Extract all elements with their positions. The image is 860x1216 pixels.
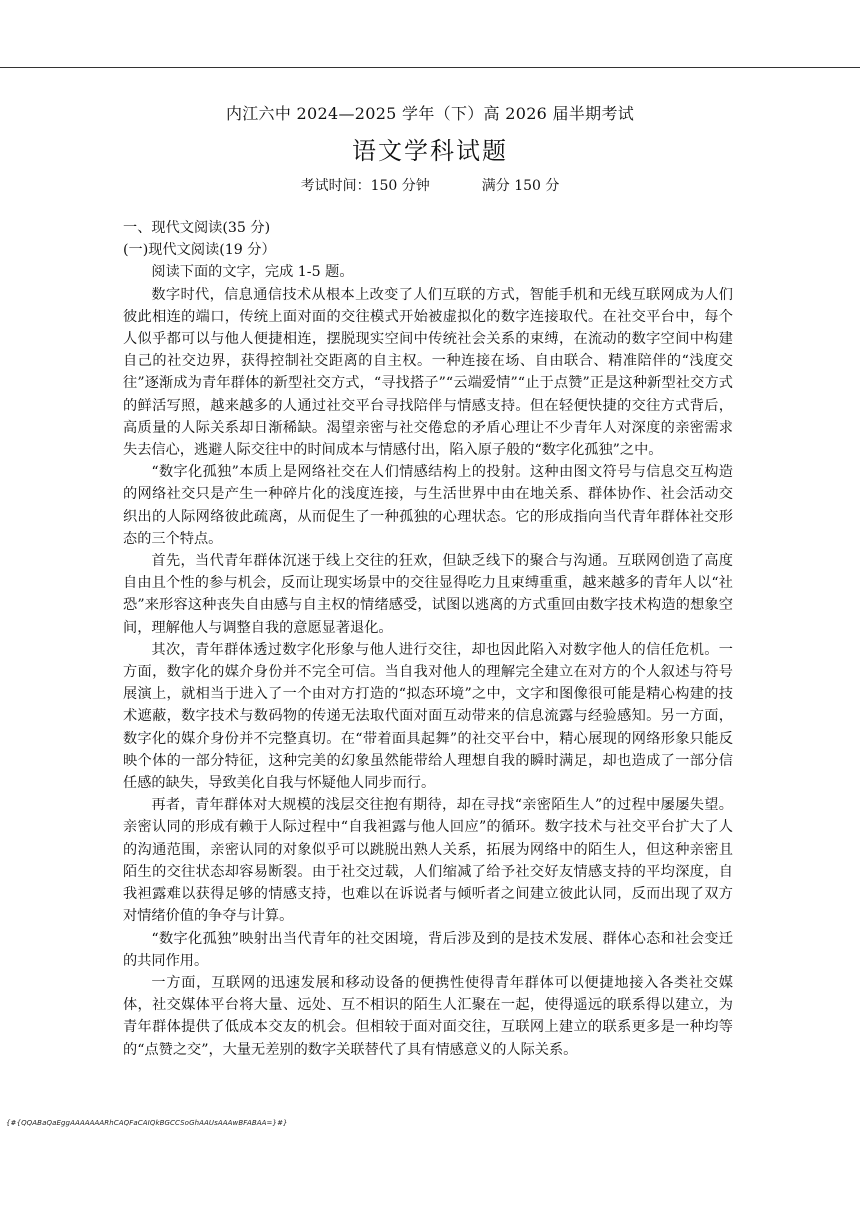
paragraph: “数字化孤独”本质上是网络社交在人们情感结构上的投射。这种由图文符号与信息交互构造的网络社交只是产生一种碎片化的浅度连接，与生活世界中由在地关系、群体协作、社会活动交织出的人际网络彼此疏离，从而促生了一种孤独的心理状态。它的形成指向当代青年群体社交形态的三个特点。 — [123, 464, 733, 547]
document-body — [123, 217, 733, 1061]
exam-score: 满分 150 分 — [481, 178, 560, 194]
document-code: {#{QQABaQaEggAAAAAAARhCAQFaCAIQkBGCCSoGhAAUsAAAwBFABAA=}#} — [6, 1119, 288, 1127]
top-divider — [0, 67, 860, 68]
section-heading: 一、现代文阅读(35 分) — [123, 220, 271, 236]
exam-meta — [0, 175, 860, 197]
exam-subtitle: 内江六中 2024—2025 学年（下）高 2026 届半期考试 — [225, 104, 635, 123]
paragraph: 再者，青年群体对大规模的浅层交往抱有期待，却在寻找“亲密陌生人”的过程中屡屡失望。亲密认同的形成有赖于人际过程中“自我袒露与他人回应”的循环。数字技术与社交平台扩大了人的沟通范围，亲密认同的对象似乎可以跳脱出熟人关系，拓展为网络中的陌生人，但这种亲密且陌生的交往状态却容易断裂。由于社交过载，人们缩减了给予社交好友情感支持的平均深度，自我袒露难以获得足够的情感支持，也难以在诉说者与倾听者之间建立彼此认同，反而出现了双方对情绪价值的争夺与计算。 — [123, 797, 733, 925]
paragraph: 数字时代，信息通信技术从根本上改变了人们互联的方式，智能手机和无线互联网成为人们彼此相连的端口，传统上面对面的交往模式开始被虚拟化的数字连接取代。在社交平台中，每个人似乎都可以与他人便捷相连，摆脱现实空间中传统社会关系的束缚，在流动的数字空间中构建自己的社交边界，获得控制社交距离的自主权。一种连接在场、自由联合、精准陪伴的“浅度交往”逐渐成为青年群体的新型社交方式，“寻找搭子”“云端爱情”“止于点赞”正是这种新型社交方式的鲜活写照，越来越多的人通过社交平台寻找陪伴与情感支持。但在轻便快捷的交往方式背后，高质量的人际关系却日渐稀缺。渴望亲密与社交倦怠的矛盾心理让不少青年人对深度的亲密需求失去信心，逃避人际交往中的时间成本与情感付出，陷入原子般的“数字化孤独”之中。 — [123, 286, 733, 459]
paragraph: 首先，当代青年群体沉迷于线上交往的狂欢，但缺乏线下的聚合与沟通。互联网创造了高度自由且个性的参与机会，反而让现实场景中的交往显得吃力且束缚重重，越来越多的青年人以“社恐”来形容这种丧失自由感与自主权的情绪感受，试图以逃离的方式重回由数字技术构造的想象空间，理解他人与调整自我的意愿显著退化。 — [123, 553, 733, 636]
paragraph: 其次，青年群体透过数字化形象与他人进行交往，却也因此陷入对数字他人的信任危机。一方面，数字化的媒介身份并不完全可信。当自我对他人的理解完全建立在对方的个人叙述与符号展演上，就相当于进入了一个由对方打造的“拟态环境”之中，文字和图像很可能是精心构建的技术遮蔽，数字技术与数码物的传递无法取代面对面互动带来的信息流露与经验感知。另一方面，数字化的媒介身份并不完整真切。在“带着面具起舞”的社交平台中，精心展现的网络形象只能反映个体的一部分特征，这种完美的幻象虽然能带给人理想自我的瞬时满足，却也造成了一部分信任感的缺失，导致美化自我与怀疑他人同步而行。 — [123, 641, 733, 792]
paragraph: 一方面，互联网的迅速发展和移动设备的便携性使得青年群体可以便捷地接入各类社交媒体，社交媒体平台将大量、远处、互不相识的陌生人汇聚在一起，使得遥远的联系得以建立，为青年群体提供了低成本交友的机会。但相较于面对面交往，互联网上建立的联系更多是一种均等的“点赞之交”，大量无差别的数字关联替代了具有情感意义的人际关系。 — [123, 974, 733, 1058]
page-title: 语文学科试题 — [352, 137, 508, 165]
paragraph: “数字化孤独”映射出当代青年的社交困境，背后涉及到的是技术发展、群体心态和社会变迁的共同作用。 — [123, 930, 733, 969]
exam-time: 考试时间：150 分钟 — [300, 178, 430, 194]
section-subheading: (一)现代文阅读(19 分） — [123, 242, 276, 259]
exam-header — [0, 103, 860, 197]
instruction: 阅读下面的文字，完成 1-5 题。 — [151, 264, 354, 281]
